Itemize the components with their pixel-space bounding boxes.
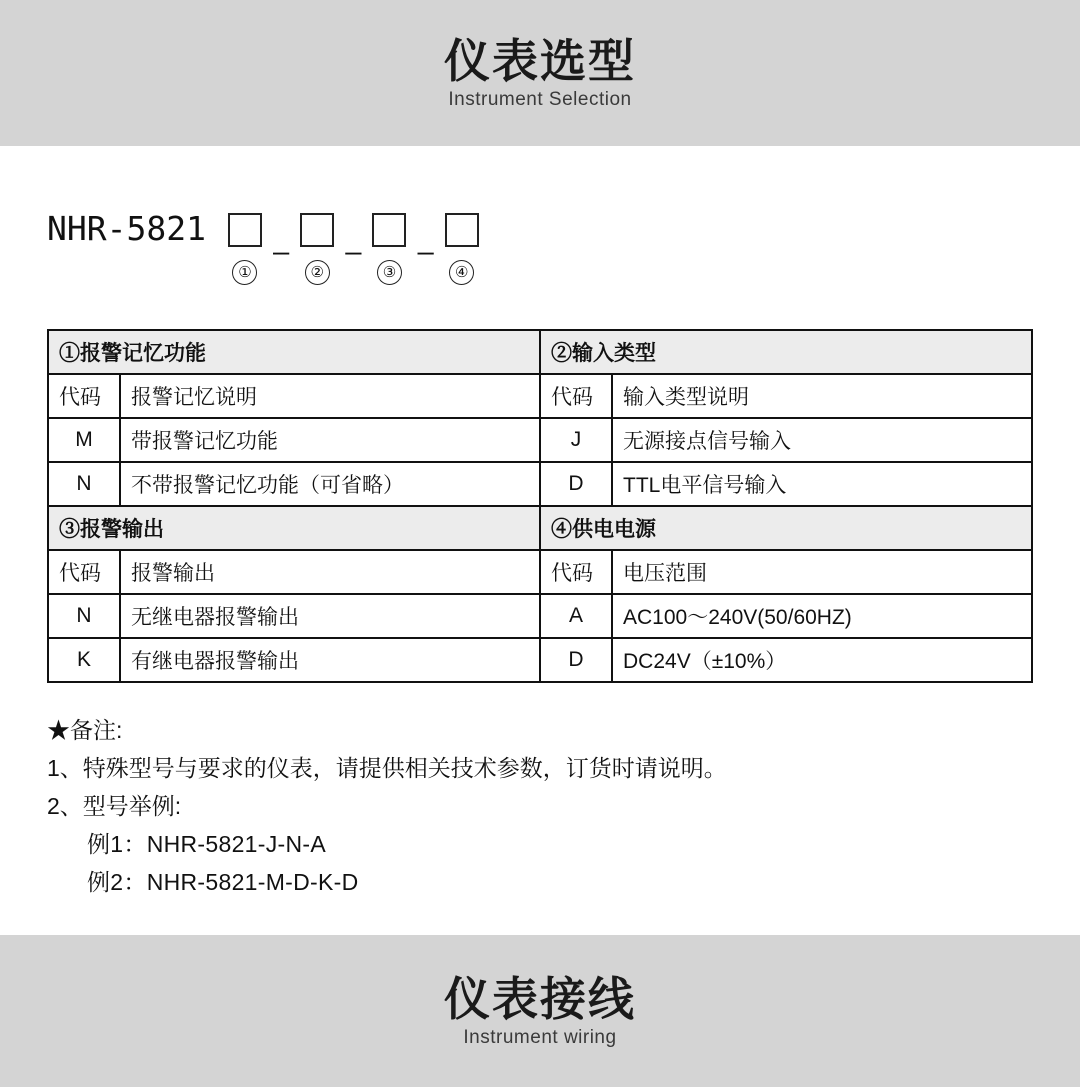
note-item-2: 2、型号举例: — [47, 793, 182, 819]
code-value: N — [48, 462, 120, 506]
code-value: M — [48, 418, 120, 462]
code-header-3: 代码 — [48, 550, 120, 594]
desc-header-4: 电压范围 — [612, 550, 1032, 594]
code-description: 带报警记忆功能 — [120, 418, 540, 462]
group-header-3: ③报警输出 — [48, 506, 540, 550]
group-header-2: ②输入类型 — [540, 330, 1032, 374]
code-slot-1 — [228, 206, 262, 285]
table-row — [48, 462, 1032, 506]
code-value: A — [540, 594, 612, 638]
code-marker-4: ④ — [449, 260, 474, 285]
footer-title-en: Instrument wiring — [463, 1027, 617, 1049]
code-description: 有继电器报警输出 — [120, 638, 540, 682]
footer-title-cn: 仪表接线 — [444, 972, 636, 1025]
model-base-code: NHR-5821 — [47, 209, 206, 248]
table-row — [48, 374, 1032, 418]
code-description: 无源接点信号输入 — [612, 418, 1032, 462]
table-row — [48, 418, 1032, 462]
code-slot-4 — [445, 206, 479, 285]
model-code-diagram — [47, 206, 479, 285]
code-description: DC24V（±10%） — [612, 638, 1032, 682]
code-input-3[interactable] — [372, 213, 406, 247]
notes-section — [47, 711, 1047, 901]
page-footer-banner — [0, 935, 1080, 1087]
table-row — [48, 506, 1032, 550]
group-header-1: ①报警记忆功能 — [48, 330, 540, 374]
desc-header-1: 报警记忆说明 — [120, 374, 540, 418]
code-description: AC100～240V(50/60HZ) — [612, 594, 1032, 638]
desc-header-3: 报警输出 — [120, 550, 540, 594]
code-slot-3 — [372, 206, 406, 285]
code-separator-1: – — [272, 236, 290, 268]
page-header-banner — [0, 0, 1080, 146]
table-row — [48, 330, 1032, 374]
table-row — [48, 638, 1032, 682]
code-header-1: 代码 — [48, 374, 120, 418]
code-value: D — [540, 638, 612, 682]
desc-header-2: 输入类型说明 — [612, 374, 1032, 418]
code-input-2[interactable] — [300, 213, 334, 247]
code-description: 无继电器报警输出 — [120, 594, 540, 638]
note-item-1: 1、特殊型号与要求的仪表，请提供相关技术参数，订货时请说明。 — [47, 755, 727, 781]
code-input-1[interactable] — [228, 213, 262, 247]
code-value: J — [540, 418, 612, 462]
note-example-2: 例2：NHR-5821-M-D-K-D — [87, 869, 359, 895]
selection-content — [0, 146, 1080, 935]
code-marker-1: ① — [232, 260, 257, 285]
code-description: TTL电平信号输入 — [612, 462, 1032, 506]
table-row — [48, 594, 1032, 638]
code-marker-3: ③ — [377, 260, 402, 285]
notes-title: ★备注: — [47, 717, 123, 743]
code-value: N — [48, 594, 120, 638]
code-value: D — [540, 462, 612, 506]
table-row — [48, 550, 1032, 594]
code-marker-2: ② — [305, 260, 330, 285]
code-separator-2: – — [345, 236, 362, 268]
code-description: 不带报警记忆功能（可省略） — [120, 462, 540, 506]
note-example-1: 例1：NHR-5821-J-N-A — [87, 831, 326, 857]
selection-table — [47, 329, 1033, 683]
code-slot-2 — [300, 206, 334, 285]
model-code-boxes — [228, 206, 479, 285]
code-header-4: 代码 — [540, 550, 612, 594]
code-header-2: 代码 — [540, 374, 612, 418]
page-title-en: Instrument Selection — [448, 89, 632, 111]
code-value: K — [48, 638, 120, 682]
code-input-4[interactable] — [445, 213, 479, 247]
group-header-4: ④供电电源 — [540, 506, 1032, 550]
page-title-cn: 仪表选型 — [444, 34, 636, 87]
code-separator-3: – — [417, 236, 434, 268]
